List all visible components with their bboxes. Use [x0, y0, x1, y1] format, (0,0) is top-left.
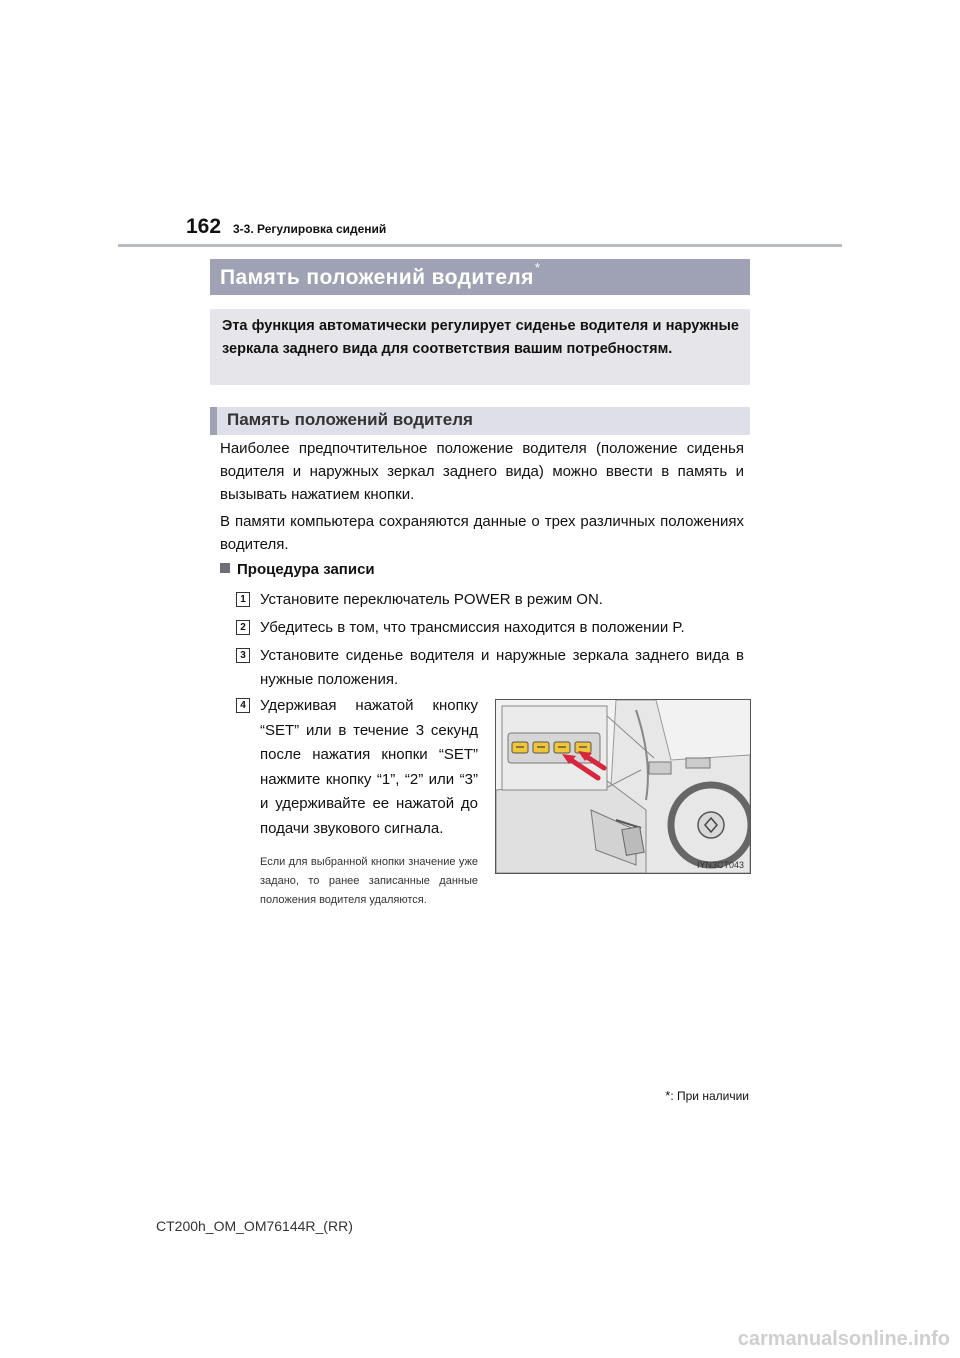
subsection-accent	[210, 407, 217, 435]
section-title: 3-3. Регулировка сидений	[233, 222, 387, 236]
intro-box	[210, 309, 750, 385]
watermark: carmanualsonline.info	[737, 1328, 950, 1350]
step-number: 4	[236, 698, 250, 713]
paragraph: Наиболее предпочтительное положение водителя (положение сиденья водителя и наружных зеркал заднего вида) можно ввести в память и вызывать нажатием кнопки.	[220, 440, 744, 503]
document-code: CT200h_OM_OM76144R_(RR)	[156, 1218, 353, 1234]
step-number: 3	[236, 648, 250, 663]
step-text: Установите сиденье водителя и наружные зеркала заднего вида в нужные положения.	[260, 647, 744, 688]
step-text: Удерживая нажатой кнопку “SET” или в течение 3 секунд после нажатия кнопки “SET” нажмите кнопку “1”, “2” или “3” и удерживайте ее нажатой до подачи звукового сигнала.	[260, 697, 478, 837]
footnote-text: : При наличии	[670, 1089, 749, 1103]
note-text: Если для выбранной кнопки значение уже задано, то ранее записанные данные положения водителя удаляются.	[260, 856, 478, 906]
asterisk-mark: *	[665, 1088, 671, 1103]
page-title-text: Память положений водителя	[220, 266, 534, 289]
asterisk-mark: *	[534, 260, 541, 275]
procedure-heading-text: Процедура записи	[237, 561, 375, 578]
subsection-bar	[210, 407, 750, 435]
footnote	[665, 1088, 749, 1103]
step-text: Убедитесь в том, что трансмиссия находится в положении P.	[260, 619, 685, 636]
paragraph: В памяти компьютера сохраняются данные о трех различных положениях водителя.	[220, 513, 744, 553]
step-number: 2	[236, 620, 250, 635]
door-panel-drawing	[496, 700, 750, 873]
step-number: 1	[236, 592, 250, 607]
intro-text: Эта функция автоматически регулирует сиденье водителя и наружные зеркала заднего вида для соответствия вашим потребностям.	[222, 318, 739, 357]
memory-buttons-illustration	[495, 699, 751, 874]
procedure-heading	[220, 561, 375, 578]
figure-code: IYN3CT043	[696, 860, 744, 870]
step-text: Установите переключатель POWER в режим ON.	[260, 591, 603, 608]
page-title-bar	[210, 259, 750, 295]
square-bullet-icon	[220, 563, 230, 573]
page-title	[220, 260, 541, 290]
header-divider	[118, 244, 842, 247]
subsection-title: Память положений водителя	[227, 410, 473, 429]
page-number: 162	[186, 215, 222, 238]
